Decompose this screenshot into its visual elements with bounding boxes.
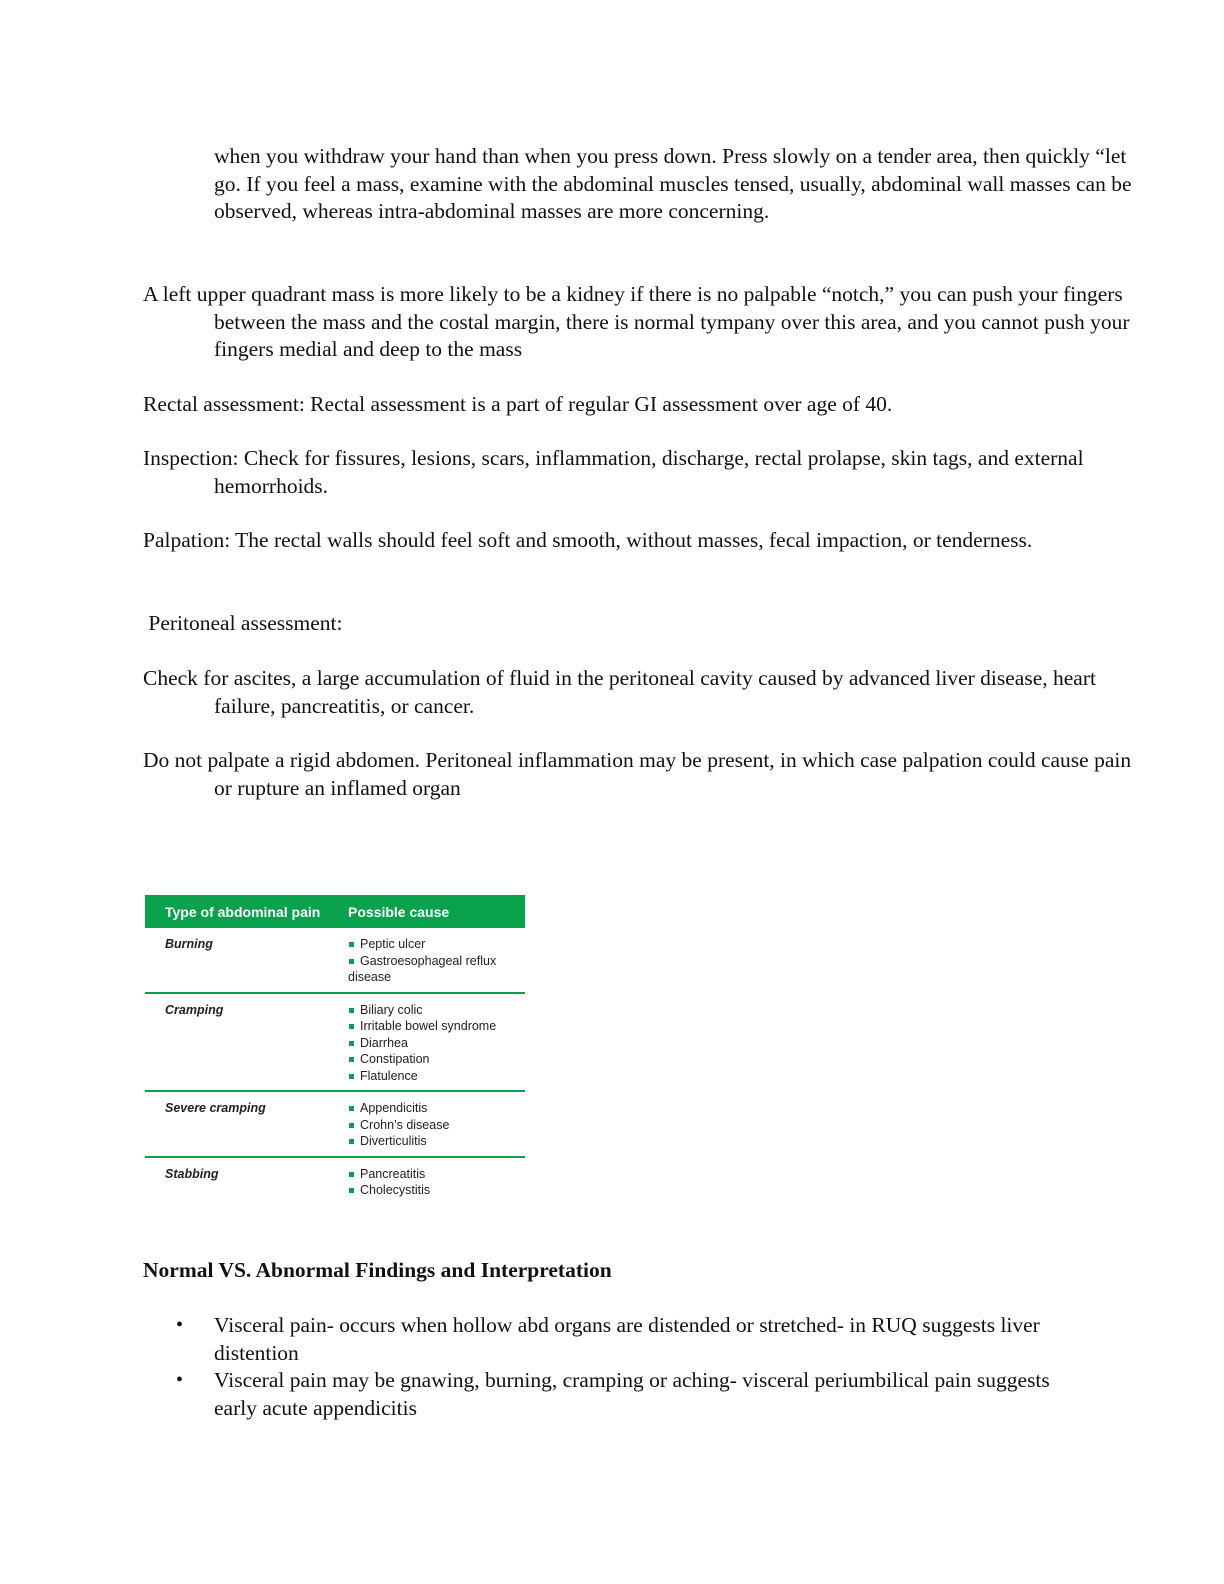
cause-item — [348, 1166, 525, 1183]
cause-item — [348, 953, 525, 970]
pain-type-cell: Stabbing — [165, 1166, 219, 1181]
bullet-text: Visceral pain may be gnawing, burning, cramping or aching- visceral periumbilical pain suggests early acute appendicitis — [214, 1368, 1050, 1420]
square-bullet-icon — [349, 1057, 354, 1062]
cause-text: Flatulence — [360, 1068, 418, 1083]
table-row — [145, 1092, 525, 1158]
possible-cause-cell — [328, 1166, 525, 1199]
cause-item — [348, 1100, 525, 1117]
cause-item — [348, 1002, 525, 1019]
cause-item-wrap — [348, 969, 525, 986]
pain-type-cell: Severe cramping — [165, 1101, 266, 1115]
square-bullet-icon — [349, 1008, 354, 1013]
square-bullet-icon — [349, 1074, 354, 1079]
cause-item — [348, 1035, 525, 1052]
cause-text: Irritable bowel syndrome — [360, 1019, 497, 1033]
paragraph-luq-mass: A left upper quadrant mass is more likely to be a kidney if there is no palpable “notch,” you can push your fingers between the mass and the costal margin, there is normal tympany over this area, and you cannot push your fingers medial and deep to the mass — [143, 282, 1130, 361]
possible-cause-cell — [328, 1100, 525, 1150]
paragraph-palpation-continued: when you withdraw your hand than when you press down. Press slowly on a tender area, then quickly “let go. If you feel a mass, examine with the abdominal muscles tensed, usually, abdominal wall masses can be observed, whereas intra-abdominal masses are more concerning. — [214, 144, 1132, 223]
square-bullet-icon — [349, 1172, 354, 1177]
cause-item — [348, 1182, 525, 1199]
cause-list — [348, 1002, 525, 1085]
paragraph-ascites: Check for ascites, a large accumulation of fluid in the peritoneal cavity caused by advanced liver disease, heart failure, pancreatitis, or cancer. — [143, 666, 1096, 718]
paragraph-inspection: Inspection: Check for fissures, lesions, scars, inflammation, discharge, rectal prolapse, skin tags, and external hemorrhoids. — [143, 446, 1084, 498]
cause-item — [348, 1051, 525, 1068]
square-bullet-icon — [349, 1139, 354, 1144]
paragraph-peritoneal-assessment: Peritoneal assessment: — [143, 611, 343, 635]
table-row — [145, 994, 525, 1093]
bullet-icon: • — [176, 1314, 184, 1336]
cause-list — [348, 936, 525, 986]
table-header — [145, 895, 525, 928]
cause-text: Appendicitis — [360, 1101, 428, 1115]
cause-text: Crohn’s disease — [360, 1117, 450, 1132]
cause-text: Diarrhea — [360, 1035, 408, 1050]
findings-bullet-list — [143, 1312, 1068, 1422]
cause-item — [348, 1117, 525, 1134]
paragraph-rectal-assessment: Rectal assessment: Rectal assessment is a part of regular GI assessment over age of 40. — [143, 392, 893, 416]
bullet-text: Visceral pain- occurs when hollow abd organs are distended or stretched- in RUQ suggests liver distention — [214, 1313, 1040, 1365]
cause-text: disease — [348, 970, 392, 984]
header-possible-cause: Possible cause — [348, 903, 450, 920]
square-bullet-icon — [349, 1123, 354, 1128]
bullet-icon: • — [176, 1369, 184, 1391]
cause-list — [348, 1100, 525, 1150]
possible-cause-cell — [328, 1002, 525, 1085]
cause-text: Cholecystitis — [360, 1183, 431, 1197]
pain-type-cell: Cramping — [165, 1002, 224, 1017]
table-row — [145, 928, 525, 994]
pain-type-cell: Burning — [165, 937, 213, 951]
cause-text: Gastroesophageal reflux — [360, 953, 497, 968]
table-row — [145, 1158, 525, 1205]
paragraph-palpation: Palpation: The rectal walls should feel soft and smooth, without masses, fecal impaction, or tenderness. — [143, 528, 1033, 552]
square-bullet-icon — [349, 1188, 354, 1193]
cause-text: Peptic ulcer — [360, 937, 426, 951]
cause-text: Biliary colic — [360, 1002, 423, 1017]
cause-item — [348, 1133, 525, 1150]
section-heading: Normal VS. Abnormal Findings and Interpretation — [143, 1258, 612, 1282]
header-type-of-pain: Type of abdominal pain — [165, 903, 321, 920]
cause-text: Pancreatitis — [360, 1166, 426, 1181]
square-bullet-icon — [349, 1041, 354, 1046]
square-bullet-icon — [349, 1106, 354, 1111]
table-body — [145, 928, 525, 1205]
cause-item — [348, 1068, 525, 1085]
cause-list — [348, 1166, 525, 1199]
square-bullet-icon — [349, 959, 354, 964]
bullet-item — [143, 1312, 1068, 1367]
cause-item — [348, 1018, 525, 1035]
square-bullet-icon — [349, 1024, 354, 1029]
square-bullet-icon — [349, 942, 354, 947]
possible-cause-cell — [328, 936, 525, 986]
paragraph-rigid-abdomen: Do not palpate a rigid abdomen. Peritoneal inflammation may be present, in which case palpation could cause pain or rupture an inflamed organ — [143, 748, 1132, 800]
abdominal-pain-table-figure — [145, 895, 525, 1205]
cause-text: Diverticulitis — [360, 1134, 427, 1148]
cause-item — [348, 936, 525, 953]
bullet-item — [143, 1367, 1068, 1422]
cause-text: Constipation — [360, 1052, 430, 1066]
